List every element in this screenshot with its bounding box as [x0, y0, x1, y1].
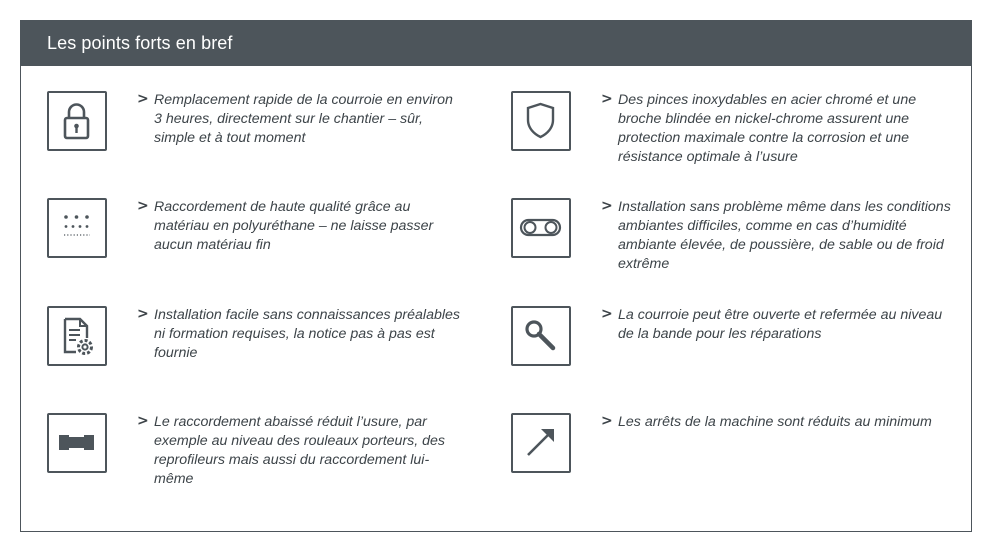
feature-text: Les arrêts de la machine sont réduits au minimum: [618, 414, 932, 430]
document-gear-icon: [47, 306, 107, 366]
highlights-panel: [20, 20, 972, 532]
bullet-arrow: >: [137, 306, 149, 322]
panel-header: [21, 21, 971, 66]
lock-icon: [47, 91, 107, 151]
bullet-arrow: >: [137, 91, 149, 107]
shield-icon: [511, 91, 571, 151]
bullet-arrow: >: [601, 91, 613, 107]
feature-text: Installation facile sans connaissances préalables ni formation requises, la notice pas à pas est fournie: [154, 307, 461, 361]
bullet-arrow: >: [137, 413, 149, 429]
panel-title: Les points forts en bref: [47, 33, 233, 53]
arrow-up-right-icon: [511, 413, 571, 473]
conveyor-belt-icon: [511, 198, 571, 258]
bullet-arrow: >: [601, 306, 613, 322]
feature-text: Installation sans problème même dans les conditions ambiantes difficiles, comme en cas d’humidité ambiante élevée, de poussière, de sable ou de froid extrême: [618, 199, 951, 272]
feature-text: La courroie peut être ouverte et refermée au niveau de la bande pour les réparations: [618, 307, 943, 342]
feature-text: Des pinces inoxydables en acier chromé et une broche blindée en nickel-chrome assurent une protection maximale contre la corrosion et une résistance optimale à l’usure: [618, 92, 917, 165]
feature-text: Le raccordement abaissé réduit l’usure, par exemple au niveau des rouleaux porteurs, des reprofileurs mais aussi du raccordement lui-même: [154, 414, 446, 487]
magnifier-icon: [511, 306, 571, 366]
feature-text: Remplacement rapide de la courroie en environ 3 heures, directement sur le chantier – sûr, simple et à tout moment: [154, 92, 453, 146]
bullet-arrow: >: [137, 198, 149, 214]
dots-grid-icon: [47, 198, 107, 258]
bullet-arrow: >: [601, 413, 613, 429]
lowered-joint-icon: [47, 413, 107, 473]
bullet-arrow: >: [601, 198, 613, 214]
feature-text: Raccordement de haute qualité grâce au matériau en polyuréthane – ne laisse passer aucun matériau fin: [154, 199, 434, 253]
